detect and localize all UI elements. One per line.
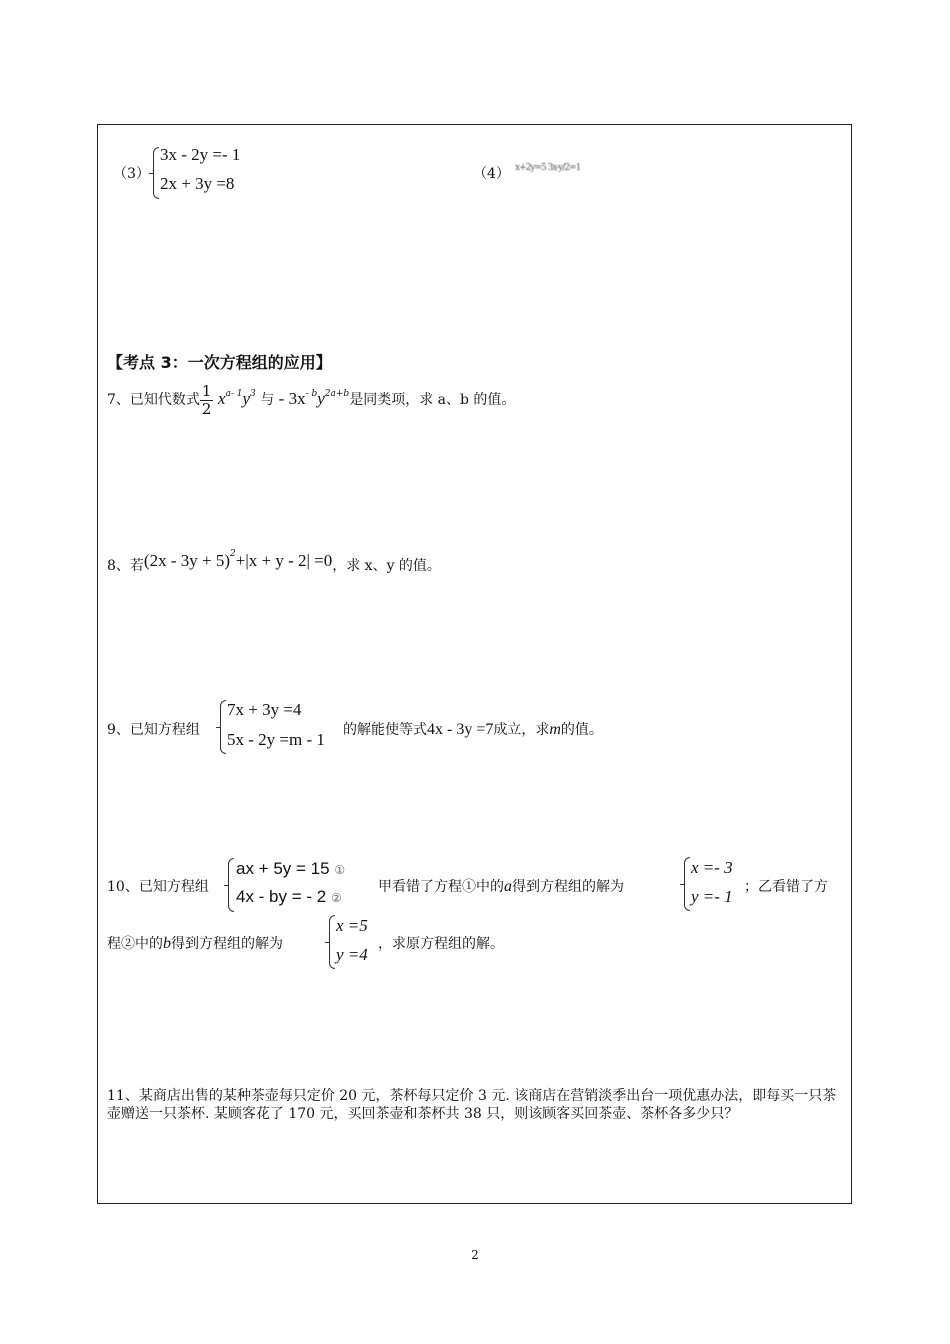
worksheet-frame [97, 124, 852, 1204]
q10-solution2-brace [329, 915, 335, 969]
q9-var-m: m [549, 721, 561, 738]
q3-equation-1: 3x - 2y =- 1 [160, 145, 241, 164]
q7-term1-exp: a- 1 [225, 389, 243, 399]
q10-line2-prefix: 程②中的 [107, 936, 163, 952]
q10-equation-2-text: 4x - by = - 2 [236, 887, 327, 906]
q10-line2-text [107, 933, 283, 953]
q7-mid: 与 [260, 392, 275, 408]
q7-term1-y: y [242, 389, 251, 408]
q7-term1-x: x [217, 389, 226, 408]
q10-solution1-y: y =- 1 [691, 887, 733, 906]
page-number: 2 [471, 1248, 479, 1262]
q3-brace [153, 147, 159, 199]
q10-mark-2: ② [330, 891, 342, 905]
q10-suffix: ，求原方程组的解。 [378, 936, 504, 952]
q10-equation-1 [236, 859, 345, 879]
q7-suffix: 是同类项，求 a、b 的值。 [349, 392, 516, 408]
q8-abs-part: +|x + y - 2| =0 [235, 551, 333, 570]
q9-mid: 的解能使等式 [343, 722, 427, 738]
q7-frac-num: 1 [201, 381, 212, 400]
q9-equation-2: 5x - 2y =m - 1 [227, 730, 325, 749]
q4-garbled-equation-image: x+2y=5 3x-y/2=1 [515, 163, 581, 173]
q10-var-b: b [163, 935, 171, 952]
q10-mark-1: ① [334, 863, 346, 877]
q9-tail [343, 719, 603, 739]
q10-mid: 甲看错了方程①中的 [378, 879, 504, 895]
q7-prefix: 7、已知代数式 [107, 392, 200, 408]
q9-suffix: 的值。 [560, 722, 603, 738]
q8-square: 2 [230, 549, 236, 559]
q7-term2-yexp: 2a+b [324, 389, 350, 399]
q7-term2-y: y [317, 389, 325, 408]
q8-expression: (2x - 3y + 5) [143, 551, 230, 570]
q10-line2-mid: 得到方程组的解为 [171, 936, 283, 952]
q10-solution1-x: x =- 3 [691, 858, 733, 877]
q7-frac-den: 2 [201, 399, 212, 418]
q10-mid-text [378, 876, 624, 896]
q9-equation-3: 4x - 3y =7 [427, 721, 494, 738]
q9-brace [220, 700, 226, 754]
q9-mid2: 成立，求 [493, 722, 550, 738]
q8-suffix: ，求 x、y 的值。 [332, 558, 441, 574]
q8-line [107, 537, 441, 583]
q10-equation-2 [236, 887, 342, 907]
q10-equation-1-text: ax + 5y = 15 [236, 859, 330, 878]
q9-prefix: 9、已知方程组 [107, 722, 200, 738]
section-heading: 【考点 3：一次方程组的应用】 [107, 353, 332, 372]
q10-prefix: 10、已知方程组 [107, 879, 209, 895]
q10-solution2-y: y =4 [336, 945, 368, 964]
q10-mid3: ；乙看错了方 [744, 879, 828, 895]
q7-term1-yexp: 3 [250, 389, 256, 399]
q9-equation-1: 7x + 3y =4 [227, 700, 302, 719]
q3-label: （3） [113, 166, 150, 182]
q10-solution1-brace [684, 857, 690, 911]
q10-brace [228, 858, 234, 912]
q11-text: 11、某商店出售的某种茶壶每只定价 20 元，茶杯每只定价 3 元. 该商店在营销淡季出台一项优惠办法，即每买一只茶壶赠送一只茶杯. 某顾客花了 170 元，买回茶壶和茶杯共 38 只，则该顾客买回茶壶、茶杯各多少只？ [107, 1088, 837, 1122]
q7-fraction [200, 383, 214, 418]
q7-term2-exp: - b [305, 389, 318, 399]
q7-line [107, 374, 515, 420]
q4-label: （4） [473, 166, 510, 182]
q3-equation-2: 2x + 3y =8 [160, 174, 235, 193]
q10-mid2: 得到方程组的解为 [512, 879, 624, 895]
q7-term2: - 3x [278, 389, 306, 408]
q10-var-a: a [504, 878, 512, 895]
q8-prefix: 8、若 [107, 558, 144, 574]
q10-solution2-x: x =5 [336, 916, 368, 935]
